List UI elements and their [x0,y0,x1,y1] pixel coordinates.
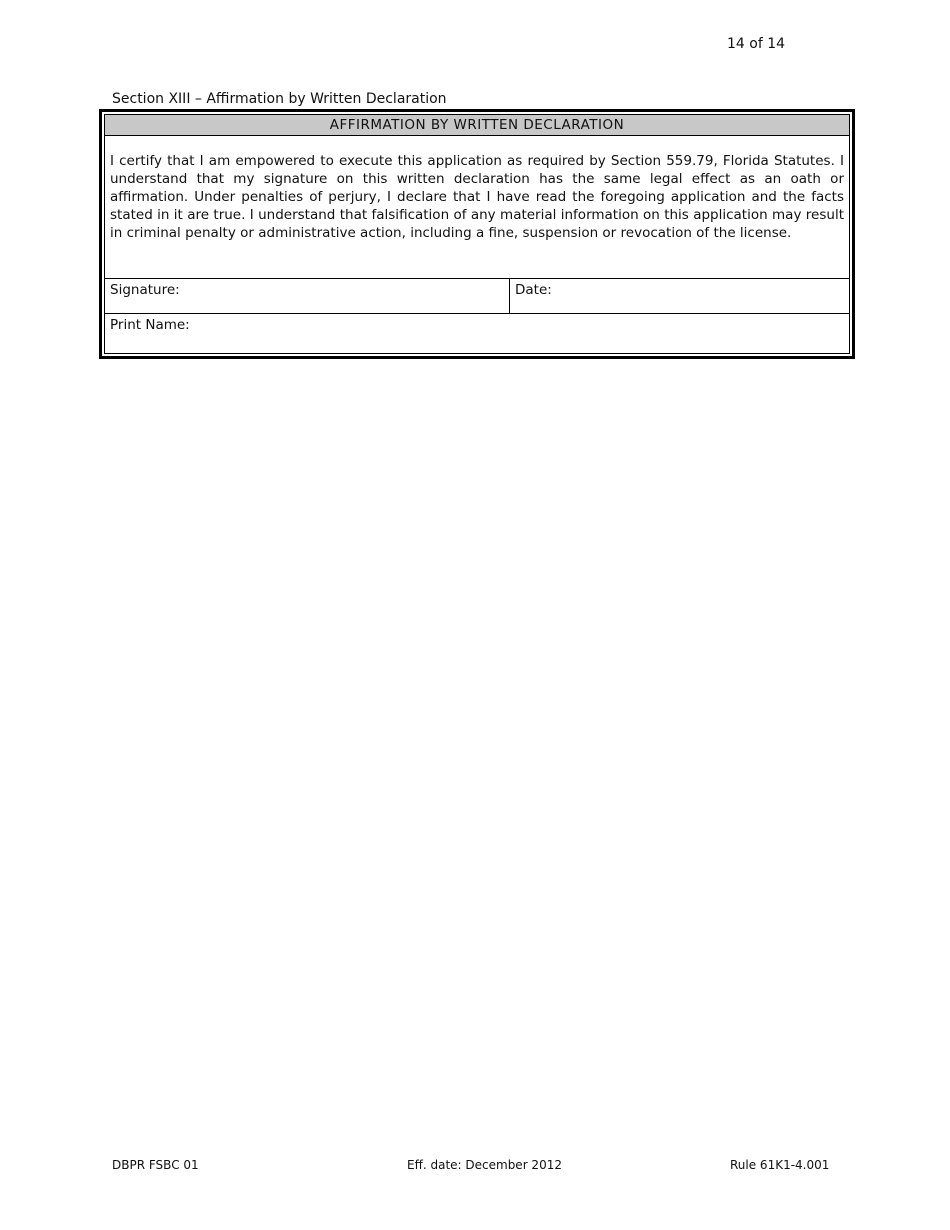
footer-rule: Rule 61K1-4.001 [730,1158,830,1172]
date-field[interactable] [510,279,849,313]
affirmation-form [99,109,855,359]
signature-date-row [105,279,849,314]
print-name-field[interactable] [105,314,849,353]
print-name-row [105,314,849,353]
section-title: Section XIII – Affirmation by Written Declaration [112,91,447,107]
page-number: 14 of 14 [727,36,786,52]
signature-label: Signature: [110,282,180,298]
signature-field[interactable] [105,279,510,313]
footer-form-code: DBPR FSBC 01 [112,1158,199,1172]
date-label: Date: [515,282,552,298]
declaration-text: I certify that I am empowered to execute this application as required by Section 559.79, Florida Statutes. I understand that my signature on this written declaration has the same legal effect as an oath or affirmation. Under penalties of perjury, I declare that I have read the foregoing application and the facts stated in it are true. I understand that falsification of any material information on this application may result in criminal penalty or administrative action, including a fine, suspension or revocation of the license. [105,136,849,279]
footer-eff-date: Eff. date: December 2012 [407,1158,562,1172]
affirmation-form-inner [104,114,850,354]
print-name-label: Print Name: [110,317,190,333]
form-header: AFFIRMATION BY WRITTEN DECLARATION [105,115,849,136]
